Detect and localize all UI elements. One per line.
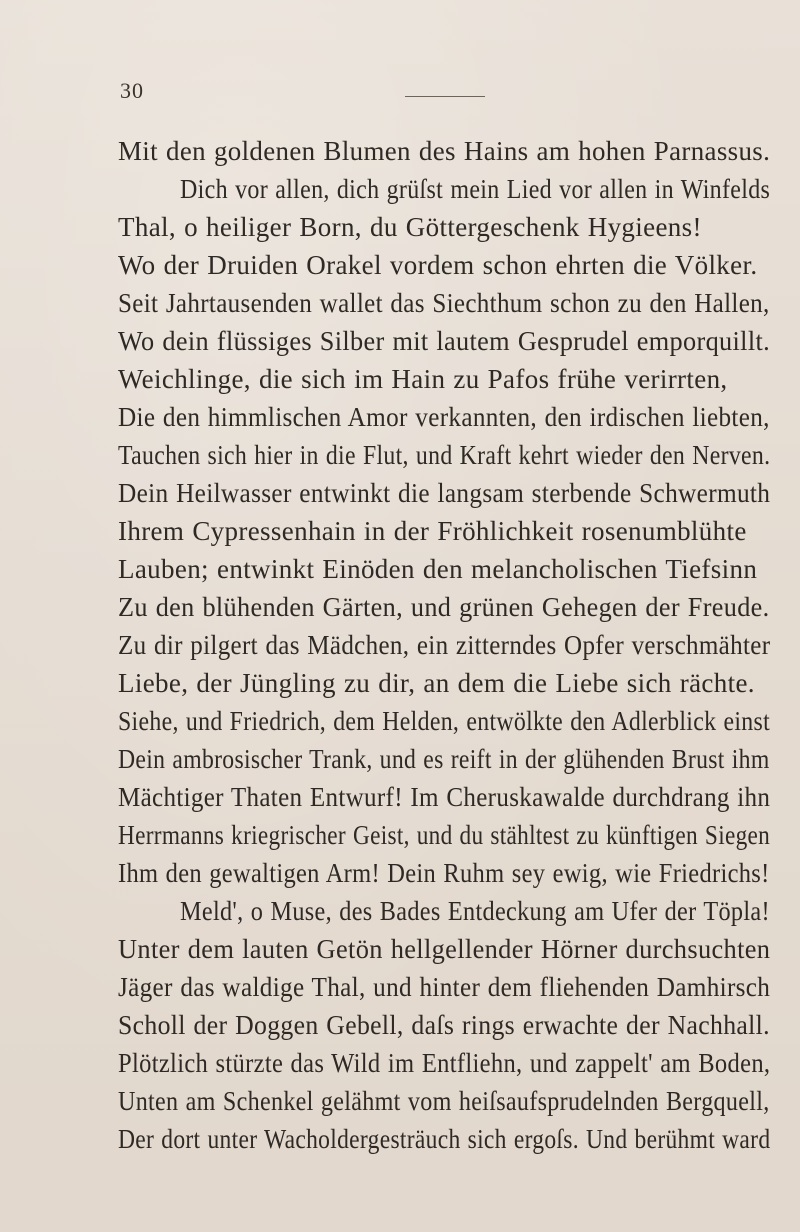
poem-line: Der dort unter Wacholdergesträuch sich ergoſs. Und berühmt ward — [118, 1124, 771, 1154]
poem-line: Scholl der Doggen Gebell, daſs rings erwachte der Nachhall. — [118, 1010, 770, 1040]
poem-line: Dein Heilwasser entwinkt die langsam sterbende Schwermuth — [118, 478, 771, 508]
poem-line: Plötzlich stürzte das Wild im Entfliehn, und zappelt' am Boden, — [118, 1048, 771, 1078]
poem-line: Liebe, der Jüngling zu dir, an dem die Liebe sich rächte. — [118, 668, 755, 698]
poem-line: Zu dir pilgert das Mädchen, ein zitterndes Opfer verschmähter — [118, 630, 771, 660]
poem-line: Unter dem lauten Getön hellgellender Hörner durchsuchten — [118, 934, 771, 964]
poem-line: Siehe, und Friedrich, dem Helden, entwölkte den Adlerblick einst — [118, 706, 771, 736]
page-number: 30 — [120, 78, 144, 103]
poem-line: Unten am Schenkel gelähmt vom heiſsaufsprudelnden Bergquell, — [118, 1086, 770, 1116]
poem-line: Dein ambrosischer Trank, und es reift in der glühenden Brust ihm — [118, 744, 770, 774]
poem-line: Wo dein flüssiges Silber mit lautem Gesprudel emporquillt. — [118, 326, 771, 356]
poem-line: Meld', o Muse, des Bades Entdeckung am Ufer der Töpla! — [180, 896, 770, 926]
poem-line: Dich vor allen, dich grüſst mein Lied vor allen in Winfelds — [180, 174, 771, 204]
poem-line: Weichlinge, die sich im Hain zu Pafos frühe verirrten, — [118, 364, 728, 394]
poem-line: Mit den goldenen Blumen des Hains am hohen Parnassus. — [118, 136, 771, 166]
poem-line: Ihrem Cypressenhain in der Fröhlichkeit rosenumblühte — [118, 516, 747, 546]
poem-line: Jäger das waldige Thal, und hinter dem fliehenden Damhirsch — [118, 972, 771, 1002]
poem-line: Lauben; entwinkt Einöden den melancholischen Tiefsinn — [118, 554, 758, 584]
poem-line: Tauchen sich hier in die Flut, und Kraft kehrt wieder den Nerven. — [118, 440, 771, 470]
poem-line: Seit Jahrtausenden wallet das Siechthum schon zu den Hallen, — [118, 288, 770, 318]
poem-line: Mächtiger Thaten Entwurf! Im Cheruskawalde durchdrang ihn — [118, 782, 771, 812]
poem-line: Zu den blühenden Gärten, und grünen Gehegen der Freude. — [118, 592, 770, 622]
poem-line: Herrmanns kriegrischer Geist, und du stähltest zu künftigen Siegen — [118, 820, 771, 850]
header-rule — [405, 96, 485, 97]
poem-line: Thal, o heiliger Born, du Göttergeschenk Hygieens! — [118, 212, 702, 242]
poem-line: Wo der Druiden Orakel vordem schon ehrten die Völker. — [118, 250, 758, 280]
poem-line: Die den himmlischen Amor verkannten, den irdischen liebten, — [118, 402, 770, 432]
poem-line: Ihm den gewaltigen Arm! Dein Ruhm sey ewig, wie Friedrichs! — [118, 858, 770, 888]
